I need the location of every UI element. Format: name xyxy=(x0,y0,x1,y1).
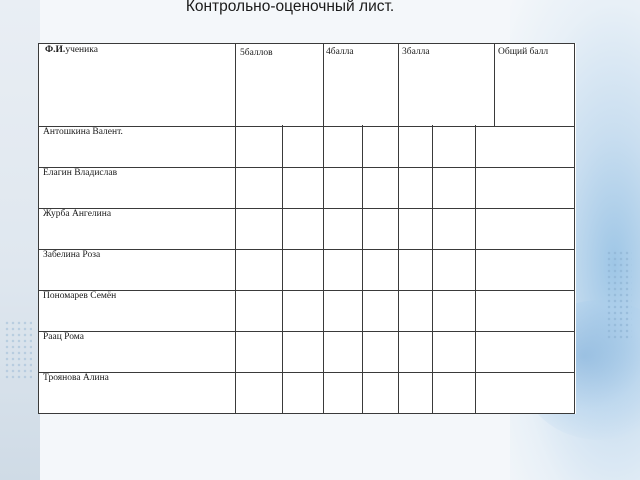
evaluation-sheet xyxy=(38,43,576,414)
subdivider-4 xyxy=(362,125,363,414)
student-name-1: Антошкина Валент. xyxy=(43,127,123,137)
student-name-3: Журба Ангелина xyxy=(43,209,112,219)
student-name-2: Елагин Владислав xyxy=(43,168,118,178)
divider-5 xyxy=(323,43,324,414)
student-name-7: Троянова Алина xyxy=(43,373,109,383)
subdivider-3a xyxy=(432,125,433,414)
border-left xyxy=(38,43,39,414)
header-name-rest: ученика xyxy=(65,45,98,55)
divider-3 xyxy=(494,43,495,127)
student-name-5: Пономарев Семён xyxy=(43,291,117,301)
background-dots-left xyxy=(4,320,32,380)
row-divider-4 xyxy=(38,290,575,291)
page-title: Контрольно-оценочный лист. xyxy=(185,0,395,15)
header-bottom-right xyxy=(235,126,575,127)
header-name-bold: Ф.И. xyxy=(45,45,66,55)
student-name-6: Раац Рома xyxy=(43,332,84,342)
background-left-panel xyxy=(0,0,40,480)
border-bottom xyxy=(38,413,575,414)
row-divider-6 xyxy=(38,372,575,373)
divider-4 xyxy=(398,43,399,414)
header-col-4: 4балла xyxy=(326,47,354,57)
background-dots-right xyxy=(606,250,632,340)
header-col-total: Общий балл xyxy=(498,47,549,57)
divider-name xyxy=(235,43,236,414)
row-divider-2 xyxy=(38,208,575,209)
border-right xyxy=(574,43,575,414)
subdivider-3b xyxy=(475,125,476,414)
row-divider-5 xyxy=(38,331,575,332)
header-name-col xyxy=(45,45,98,55)
subdivider-5 xyxy=(282,125,283,414)
header-col-5: 5баллов xyxy=(240,48,273,58)
student-name-4: Забелина Роза xyxy=(43,250,101,260)
row-divider-3 xyxy=(38,249,575,250)
header-col-3: 3балла xyxy=(402,47,430,57)
row-divider-1 xyxy=(38,167,575,168)
